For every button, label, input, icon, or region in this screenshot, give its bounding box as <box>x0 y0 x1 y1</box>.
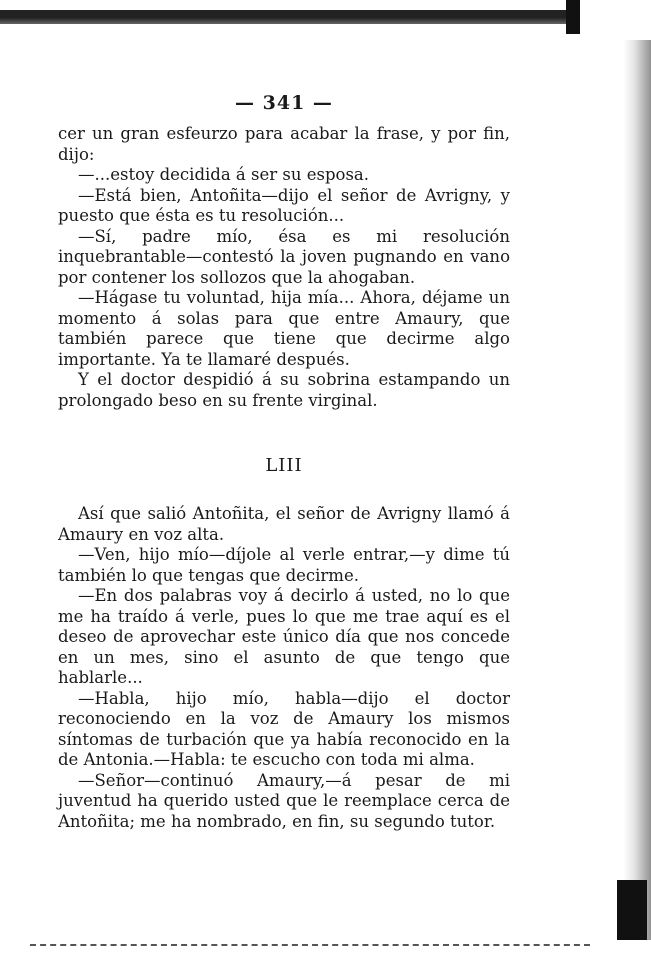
paragraph: Así que salió Antoñita, el señor de Avrigny llamó á Amaury en voz alta. <box>58 504 510 544</box>
page-body <box>58 92 510 832</box>
paragraph: —Ven, hijo mío—díjole al verle entrar,—y dime tú también lo que tengas que decirme. <box>58 545 510 585</box>
page-number: — 341 — <box>235 92 333 114</box>
page-corner-shadow <box>617 880 647 940</box>
page-edge-shadow <box>623 40 651 940</box>
paragraph: Y el doctor despidió á su sobrina estampando un prolongado beso en su frente virginal. <box>58 370 510 410</box>
paragraph: cer un gran esfeurzo para acabar la frase, y por fin, dijo: <box>58 124 510 164</box>
paragraph: —Hágase tu voluntad, hija mía... Ahora, déjame un momento á solas para que entre Amaury, que también parece que tiene que decirme algo importante. Ya te llamaré después. <box>58 288 510 369</box>
chapter-heading: LIII <box>265 455 303 476</box>
bottom-edge-marks <box>30 944 590 946</box>
paragraph: —Está bien, Antoñita—dijo el señor de Avrigny, y puesto que ésta es tu resolución... <box>58 185 510 225</box>
paragraph: —...estoy decidida á ser su esposa. <box>78 165 369 184</box>
paragraph: —Señor—continuó Amaury,—á pesar de mi juventud ha querido usted que le reemplace cerca de Antoñita; me ha nombrado, en fin, su segundo tutor. <box>58 770 510 831</box>
paragraph: —En dos palabras voy á decirlo á usted, no lo que me ha traído á verle, pues lo que me trae aquí es el deseo de aprovechar este único día que nos concede en un mes, sino el asunto de que tengo que hablarle... <box>58 586 510 687</box>
top-border-rule <box>0 10 580 24</box>
top-border-corner <box>566 0 580 34</box>
paragraph: —Habla, hijo mío, habla—dijo el doctor reconociendo en la voz de Amaury los mismos síntomas de turbación que ya había reconocido en la de Antonia.—Habla: te escucho con toda mi alma. <box>58 688 510 769</box>
paragraph: —Sí, padre mío, ésa es mi resolución inquebrantable—contestó la joven pugnando en vano por contener los sollozos que la ahogaban. <box>58 226 510 287</box>
